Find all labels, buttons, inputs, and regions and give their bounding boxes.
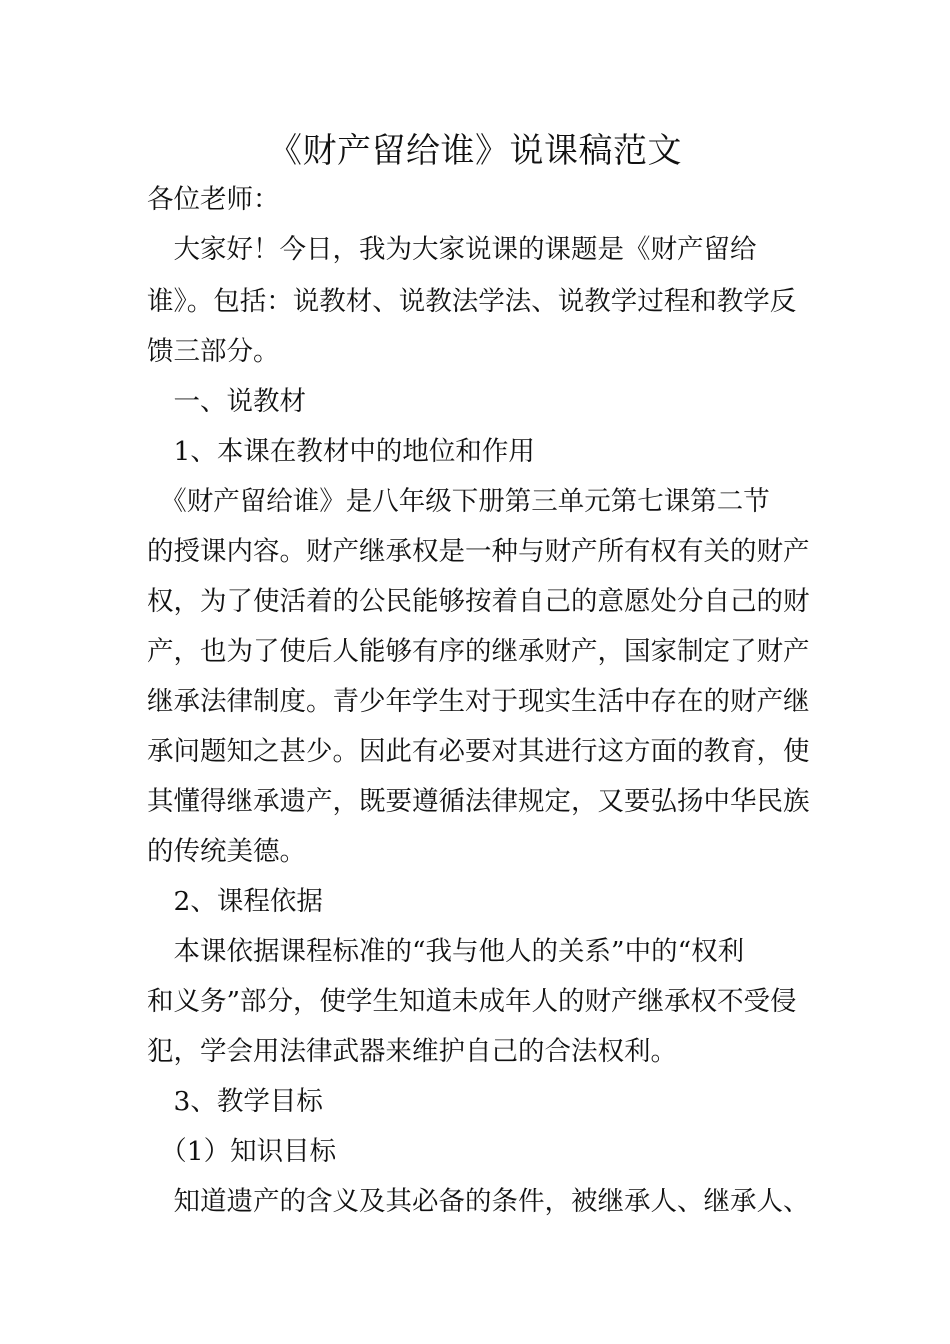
text-line: 本课依据课程标准的“我与他人的关系”中的“权利 [147, 936, 745, 967]
subsection-heading: （1）知识目标 [147, 1136, 337, 1167]
text-line: 产，也为了使后人能够有序的继承财产，国家制定了财产 [147, 636, 810, 667]
text-line: 大家好！今日，我为大家说课的课题是《财产留给 [147, 234, 757, 265]
text-line: 的授课内容。财产继承权是一种与财产所有权有关的财产 [147, 536, 810, 567]
text-line: 和义务”部分，使学生知道未成年人的财产继承权不受侵 [147, 986, 797, 1017]
text-line: 其懂得继承遗产，既要遵循法律规定，又要弘扬中华民族 [147, 786, 810, 817]
text-line: 继承法律制度。青少年学生对于现实生活中存在的财产继 [147, 686, 810, 717]
text-line: 的传统美德。 [147, 836, 306, 867]
subsection-heading: 1、本课在教材中的地位和作用 [147, 436, 535, 467]
text-line: 谁》。包括：说教材、说教法学法、说教学过程和教学反 [147, 286, 797, 317]
text-line: 知道遗产的含义及其必备的条件，被继承人、继承人、 [147, 1186, 810, 1217]
document-title: 《财产留给谁》说课稿范文 [268, 131, 682, 171]
subsection-heading: 2、课程依据 [147, 886, 323, 917]
text-line: 馈三部分。 [147, 336, 280, 367]
text-line: 犯，学会用法律武器来维护自己的合法权利。 [147, 1036, 677, 1067]
text-line: 权，为了使活着的公民能够按着自己的意愿处分自己的财 [147, 586, 810, 617]
section-heading: 一、说教材 [147, 386, 306, 417]
text-line-salutation: 各位老师： [147, 184, 280, 215]
subsection-heading: 3、教学目标 [147, 1086, 323, 1117]
text-line: 《财产留给谁》是八年级下册第三单元第七课第二节 [147, 486, 770, 517]
text-line: 承问题知之甚少。因此有必要对其进行这方面的教育，使 [147, 736, 810, 767]
